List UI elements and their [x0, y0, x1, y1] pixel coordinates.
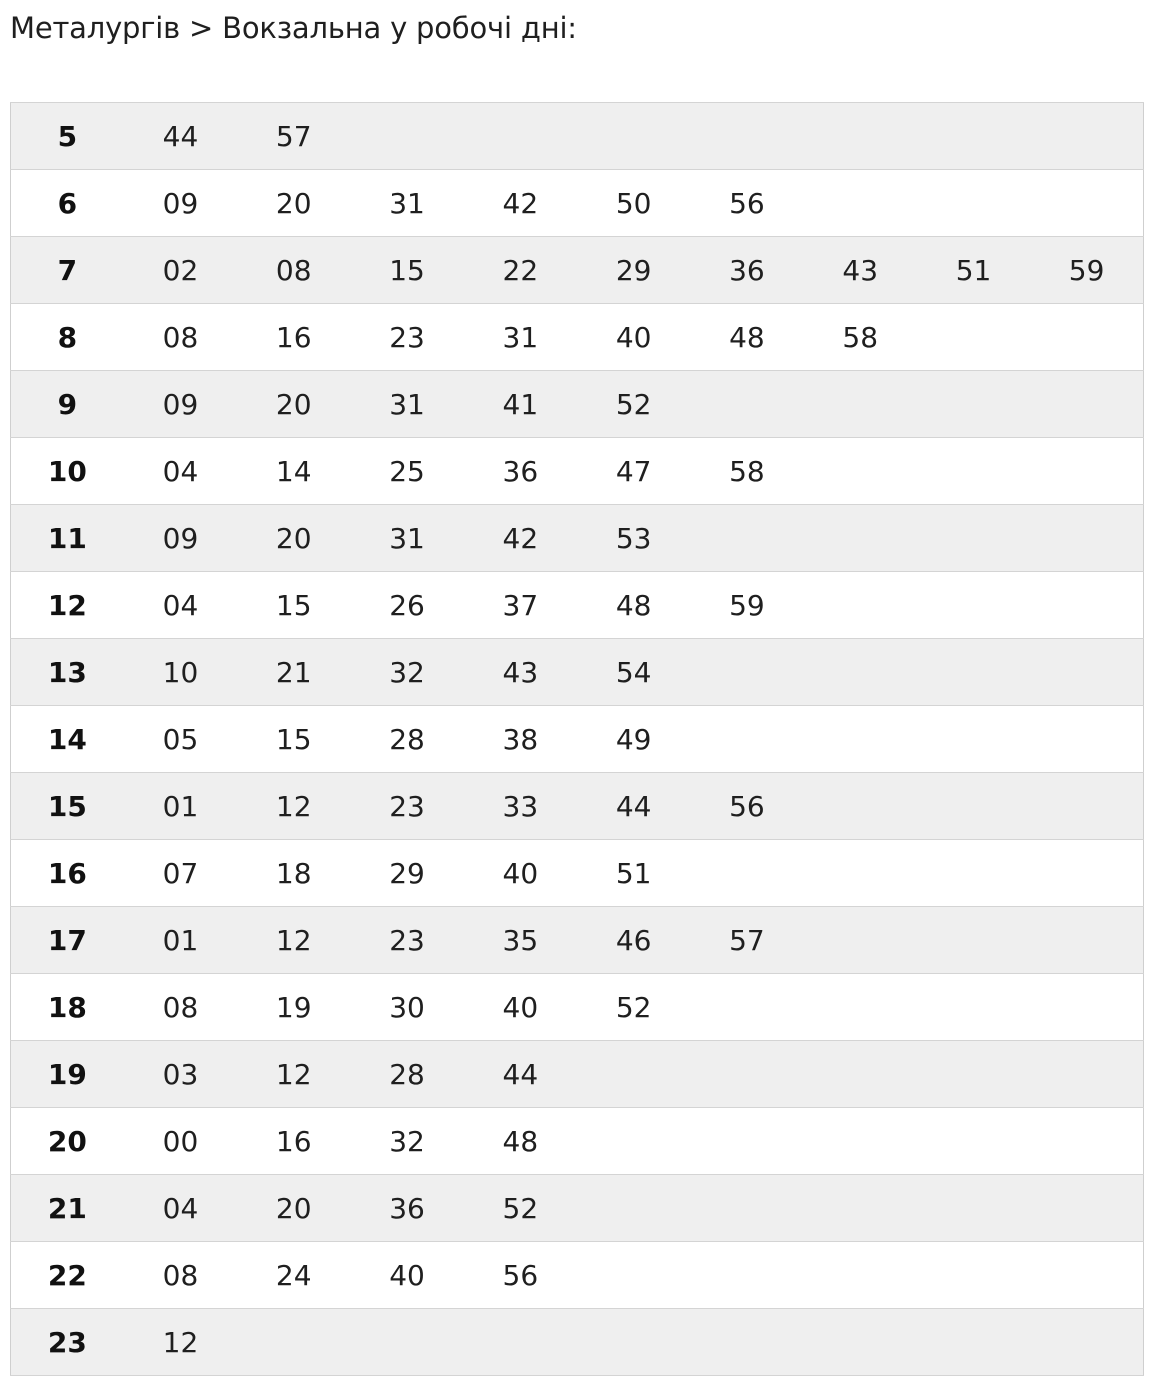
empty-cell	[917, 907, 1030, 974]
minute-cell: 20	[237, 170, 350, 237]
empty-cell	[577, 1242, 690, 1309]
minute-cell: 09	[124, 371, 237, 438]
minute-cell: 29	[577, 237, 690, 304]
empty-cell	[804, 170, 917, 237]
schedule-row	[11, 907, 1144, 974]
hour-cell: 12	[11, 572, 124, 639]
empty-cell	[804, 1175, 917, 1242]
hour-cell: 11	[11, 505, 124, 572]
hour-cell: 23	[11, 1309, 124, 1376]
minute-cell: 12	[124, 1309, 237, 1376]
hour-cell: 16	[11, 840, 124, 907]
hour-cell: 9	[11, 371, 124, 438]
empty-cell	[577, 1108, 690, 1175]
minute-cell: 15	[237, 572, 350, 639]
empty-cell	[804, 103, 917, 170]
minute-cell: 12	[237, 1041, 350, 1108]
minute-cell: 40	[577, 304, 690, 371]
hour-cell: 22	[11, 1242, 124, 1309]
empty-cell	[1030, 974, 1143, 1041]
minute-cell: 31	[350, 371, 463, 438]
minute-cell: 52	[577, 371, 690, 438]
empty-cell	[1030, 371, 1143, 438]
minute-cell: 09	[124, 505, 237, 572]
hour-cell: 7	[11, 237, 124, 304]
empty-cell	[917, 773, 1030, 840]
minute-cell: 31	[350, 170, 463, 237]
minute-cell: 51	[577, 840, 690, 907]
minute-cell: 40	[464, 974, 577, 1041]
minute-cell: 14	[237, 438, 350, 505]
minute-cell: 33	[464, 773, 577, 840]
minute-cell: 57	[690, 907, 803, 974]
schedule-row	[11, 505, 1144, 572]
minute-cell: 08	[237, 237, 350, 304]
minute-cell: 04	[124, 1175, 237, 1242]
schedule-row	[11, 639, 1144, 706]
minute-cell: 23	[350, 773, 463, 840]
minute-cell: 31	[464, 304, 577, 371]
empty-cell	[804, 572, 917, 639]
empty-cell	[350, 1309, 463, 1376]
empty-cell	[917, 572, 1030, 639]
minute-cell: 49	[577, 706, 690, 773]
empty-cell	[690, 706, 803, 773]
minute-cell: 02	[124, 237, 237, 304]
minute-cell: 10	[124, 639, 237, 706]
schedule-row	[11, 237, 1144, 304]
minute-cell: 05	[124, 706, 237, 773]
empty-cell	[577, 1309, 690, 1376]
minute-cell: 23	[350, 304, 463, 371]
minute-cell: 59	[690, 572, 803, 639]
minute-cell: 07	[124, 840, 237, 907]
empty-cell	[917, 1041, 1030, 1108]
empty-cell	[1030, 103, 1143, 170]
empty-cell	[917, 438, 1030, 505]
minute-cell: 28	[350, 1041, 463, 1108]
page-title: Металургів > Вокзальна у робочі дні:	[10, 11, 577, 45]
schedule-row	[11, 1242, 1144, 1309]
empty-cell	[1030, 1041, 1143, 1108]
empty-cell	[917, 304, 1030, 371]
empty-cell	[1030, 170, 1143, 237]
schedule-row	[11, 1041, 1144, 1108]
minute-cell: 43	[464, 639, 577, 706]
schedule-row	[11, 974, 1144, 1041]
minute-cell: 44	[577, 773, 690, 840]
schedule-row	[11, 304, 1144, 371]
empty-cell	[690, 639, 803, 706]
minute-cell: 32	[350, 1108, 463, 1175]
minute-cell: 32	[350, 639, 463, 706]
schedule-table	[10, 102, 1144, 1376]
minute-cell: 22	[464, 237, 577, 304]
hour-cell: 14	[11, 706, 124, 773]
hour-cell: 18	[11, 974, 124, 1041]
hour-cell: 13	[11, 639, 124, 706]
empty-cell	[1030, 907, 1143, 974]
minute-cell: 44	[464, 1041, 577, 1108]
minute-cell: 24	[237, 1242, 350, 1309]
schedule-row	[11, 1175, 1144, 1242]
minute-cell: 58	[804, 304, 917, 371]
minute-cell: 40	[464, 840, 577, 907]
empty-cell	[917, 840, 1030, 907]
minute-cell: 15	[237, 706, 350, 773]
minute-cell: 25	[350, 438, 463, 505]
hour-cell: 5	[11, 103, 124, 170]
minute-cell: 12	[237, 773, 350, 840]
minute-cell: 18	[237, 840, 350, 907]
empty-cell	[237, 1309, 350, 1376]
schedule-row	[11, 170, 1144, 237]
empty-cell	[917, 1242, 1030, 1309]
empty-cell	[804, 1242, 917, 1309]
empty-cell	[1030, 1242, 1143, 1309]
empty-cell	[917, 639, 1030, 706]
minute-cell: 19	[237, 974, 350, 1041]
minute-cell: 48	[690, 304, 803, 371]
minute-cell: 20	[237, 1175, 350, 1242]
empty-cell	[917, 1175, 1030, 1242]
empty-cell	[350, 103, 463, 170]
minute-cell: 52	[464, 1175, 577, 1242]
empty-cell	[917, 103, 1030, 170]
empty-cell	[464, 1309, 577, 1376]
minute-cell: 04	[124, 572, 237, 639]
empty-cell	[804, 1108, 917, 1175]
empty-cell	[1030, 304, 1143, 371]
empty-cell	[917, 706, 1030, 773]
minute-cell: 28	[350, 706, 463, 773]
minute-cell: 01	[124, 907, 237, 974]
minute-cell: 03	[124, 1041, 237, 1108]
empty-cell	[1030, 706, 1143, 773]
empty-cell	[804, 505, 917, 572]
hour-cell: 20	[11, 1108, 124, 1175]
minute-cell: 47	[577, 438, 690, 505]
empty-cell	[804, 907, 917, 974]
schedule-row	[11, 773, 1144, 840]
minute-cell: 20	[237, 371, 350, 438]
schedule-row	[11, 1108, 1144, 1175]
minute-cell: 30	[350, 974, 463, 1041]
empty-cell	[690, 1108, 803, 1175]
empty-cell	[804, 706, 917, 773]
minute-cell: 56	[690, 170, 803, 237]
empty-cell	[1030, 1175, 1143, 1242]
minute-cell: 29	[350, 840, 463, 907]
hour-cell: 8	[11, 304, 124, 371]
minute-cell: 54	[577, 639, 690, 706]
minute-cell: 36	[690, 237, 803, 304]
minute-cell: 36	[464, 438, 577, 505]
empty-cell	[690, 1041, 803, 1108]
empty-cell	[690, 974, 803, 1041]
minute-cell: 58	[690, 438, 803, 505]
empty-cell	[690, 1175, 803, 1242]
minute-cell: 08	[124, 974, 237, 1041]
empty-cell	[917, 170, 1030, 237]
empty-cell	[464, 103, 577, 170]
minute-cell: 38	[464, 706, 577, 773]
minute-cell: 08	[124, 1242, 237, 1309]
minute-cell: 57	[237, 103, 350, 170]
schedule-row	[11, 438, 1144, 505]
minute-cell: 56	[690, 773, 803, 840]
empty-cell	[577, 103, 690, 170]
minute-cell: 56	[464, 1242, 577, 1309]
empty-cell	[804, 974, 917, 1041]
hour-cell: 15	[11, 773, 124, 840]
schedule-row	[11, 706, 1144, 773]
minute-cell: 52	[577, 974, 690, 1041]
minute-cell: 16	[237, 1108, 350, 1175]
empty-cell	[1030, 773, 1143, 840]
schedule-row	[11, 840, 1144, 907]
hour-cell: 19	[11, 1041, 124, 1108]
minute-cell: 15	[350, 237, 463, 304]
empty-cell	[1030, 639, 1143, 706]
minute-cell: 08	[124, 304, 237, 371]
minute-cell: 16	[237, 304, 350, 371]
schedule-row	[11, 1309, 1144, 1376]
empty-cell	[804, 1041, 917, 1108]
minute-cell: 31	[350, 505, 463, 572]
empty-cell	[690, 840, 803, 907]
hour-cell: 6	[11, 170, 124, 237]
empty-cell	[1030, 840, 1143, 907]
empty-cell	[690, 505, 803, 572]
schedule-row	[11, 371, 1144, 438]
minute-cell: 46	[577, 907, 690, 974]
minute-cell: 48	[464, 1108, 577, 1175]
empty-cell	[1030, 1309, 1143, 1376]
hour-cell: 10	[11, 438, 124, 505]
minute-cell: 51	[917, 237, 1030, 304]
empty-cell	[1030, 572, 1143, 639]
empty-cell	[804, 371, 917, 438]
empty-cell	[804, 1309, 917, 1376]
empty-cell	[577, 1175, 690, 1242]
minute-cell: 42	[464, 170, 577, 237]
minute-cell: 42	[464, 505, 577, 572]
empty-cell	[917, 1309, 1030, 1376]
minute-cell: 44	[124, 103, 237, 170]
empty-cell	[917, 371, 1030, 438]
empty-cell	[804, 840, 917, 907]
empty-cell	[917, 974, 1030, 1041]
empty-cell	[690, 103, 803, 170]
empty-cell	[690, 371, 803, 438]
schedule-row	[11, 103, 1144, 170]
schedule-row	[11, 572, 1144, 639]
minute-cell: 53	[577, 505, 690, 572]
empty-cell	[690, 1309, 803, 1376]
minute-cell: 21	[237, 639, 350, 706]
empty-cell	[917, 505, 1030, 572]
hour-cell: 21	[11, 1175, 124, 1242]
minute-cell: 37	[464, 572, 577, 639]
minute-cell: 12	[237, 907, 350, 974]
minute-cell: 35	[464, 907, 577, 974]
minute-cell: 40	[350, 1242, 463, 1309]
minute-cell: 09	[124, 170, 237, 237]
empty-cell	[1030, 1108, 1143, 1175]
minute-cell: 23	[350, 907, 463, 974]
empty-cell	[917, 1108, 1030, 1175]
schedule-body	[11, 103, 1144, 1376]
empty-cell	[804, 773, 917, 840]
minute-cell: 20	[237, 505, 350, 572]
hour-cell: 17	[11, 907, 124, 974]
empty-cell	[804, 438, 917, 505]
minute-cell: 59	[1030, 237, 1143, 304]
minute-cell: 41	[464, 371, 577, 438]
empty-cell	[690, 1242, 803, 1309]
empty-cell	[577, 1041, 690, 1108]
empty-cell	[1030, 438, 1143, 505]
minute-cell: 00	[124, 1108, 237, 1175]
minute-cell: 01	[124, 773, 237, 840]
minute-cell: 26	[350, 572, 463, 639]
minute-cell: 48	[577, 572, 690, 639]
minute-cell: 43	[804, 237, 917, 304]
minute-cell: 04	[124, 438, 237, 505]
minute-cell: 36	[350, 1175, 463, 1242]
minute-cell: 50	[577, 170, 690, 237]
empty-cell	[804, 639, 917, 706]
empty-cell	[1030, 505, 1143, 572]
